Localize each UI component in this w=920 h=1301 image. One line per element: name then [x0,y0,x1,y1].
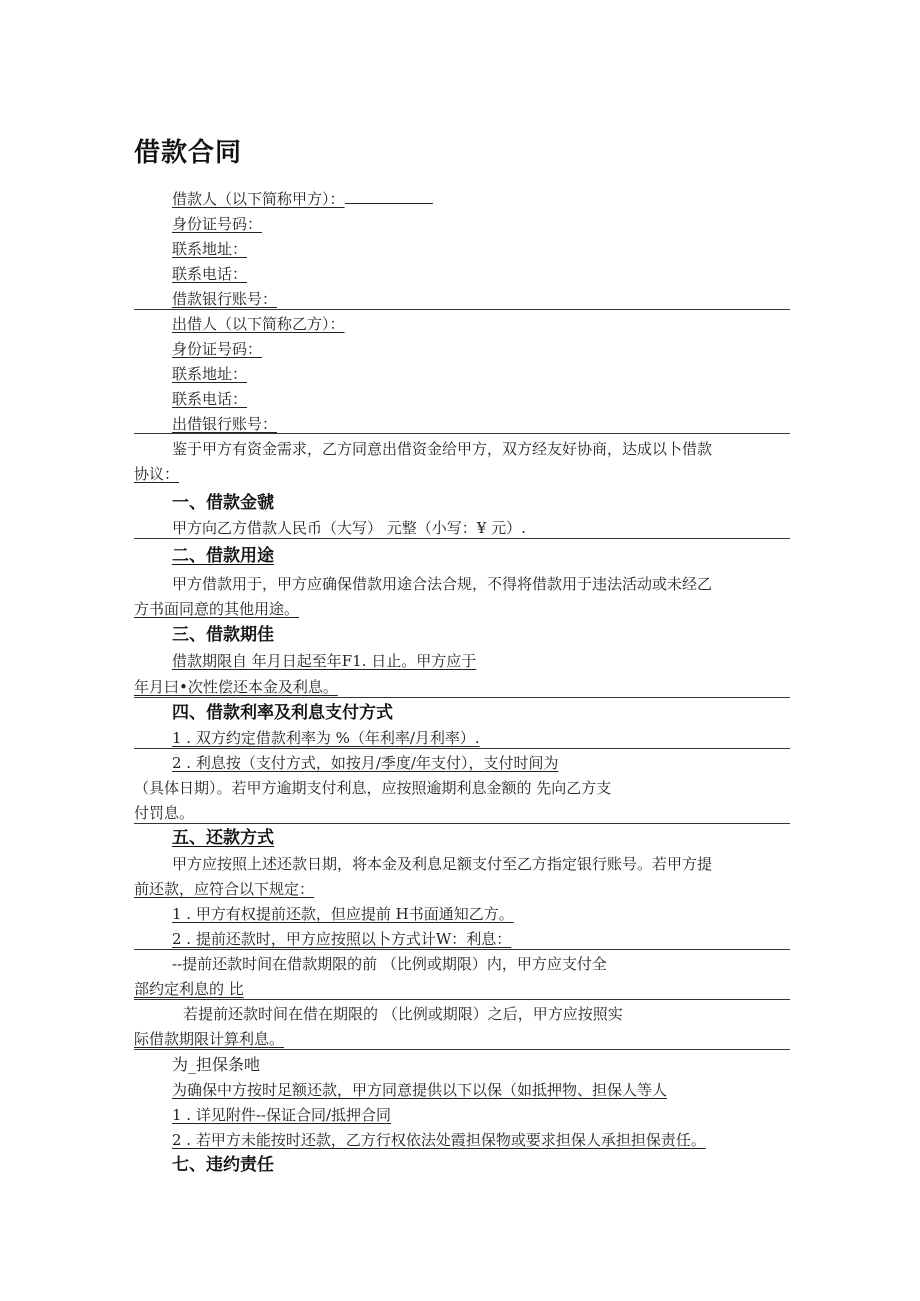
section-6-item-1 [172,1103,391,1127]
party-b-phone-line [172,387,247,411]
section-3-line-1 [172,649,476,673]
section-1-line-1: 甲方向乙方借款人民币（大写） 元整（小写：¥ 元）. [172,519,526,537]
divider [134,823,790,824]
party-b-name-line [172,312,345,336]
section-5-rule-a-line-2 [134,977,244,1001]
preamble-line-2 [134,462,179,486]
section-5-rule-b-line-2 [134,1027,284,1051]
divider [134,949,790,950]
section-5-item-1-text: 1 . 甲方有权提前还款，但应提前 H书面通知乙方。 [172,905,514,923]
section-2-line-1: 甲方借款用于，甲方应确保借款用途合法合规，不得将借款用于违法活动或未经乙 [172,575,713,593]
party-a-address-line [172,237,247,261]
section-4-item-1 [172,726,480,750]
section-5-line-1: 甲方应按照上述还款日期，将本金及利息足额支付至乙方指定银行账号。若甲方提 [172,855,713,873]
section-4-item-2-line-2: （具体日期）。若甲方逾期支付利息，应按照逾期利息金额的 先向乙方支 [134,779,612,797]
section-2-heading [172,544,274,568]
section-6-line-1-text: 为确保中方按时足额还款，甲方同意提供以下以保（如抵押物、担保人等人 [172,1081,668,1099]
section-7-heading: 七、违约责任 [172,1155,274,1175]
party-a-bank-line [172,287,277,311]
section-2-heading-text: 二、借款用途 [172,546,274,566]
document-title: 借款合同 [134,138,243,168]
party-b-id-label: 身份证号码： [172,340,263,358]
party-a-name-label: 借款人（以下简称甲方）： [172,190,345,208]
section-5-rule-b-line-1: 若提前还款时间在借在期限的 （比例或期限）之后，甲方应按照实 [183,1005,623,1023]
party-b-address-line [172,362,247,386]
party-b-name-label: 出借人（以下简称乙方）： [172,315,345,333]
section-6-line-1 [172,1078,667,1102]
divider [134,999,790,1000]
section-5-item-2-text: 2 . 提前还款时，甲方应按照以卜方式计W：利息： [172,930,512,948]
divider [134,748,790,749]
section-3-line-2 [134,675,338,699]
section-4-item-2-line-3: 付罚息。 [134,804,195,822]
section-4-item-1-text: 1 . 双方约定借款利率为 %（年利率/月利率）. [172,729,480,747]
section-5-item-1 [172,902,514,926]
divider [134,538,790,539]
divider [134,1049,790,1050]
section-5-item-2 [172,927,511,951]
section-5-heading-text: 五、还款方式 [172,828,274,848]
section-4-heading: 四、借款利率及利息支付方式 [172,703,393,723]
divider [134,433,790,434]
section-4-item-2-line-1-text: 2 . 利息按（支付方式，如按月/季度/年支付），支付时间为 [172,754,559,772]
section-5-rule-a-line-2-text: 部约定利息的 比 [134,980,244,998]
party-b-address-label: 联系地址： [172,365,248,383]
party-a-id-label: 身份证号码： [172,215,263,233]
party-a-phone-label: 联系电话： [172,265,248,283]
section-2-line-2-text: 方书面同意的其他用途。 [134,600,300,618]
preamble-line-2-text: 协议： [134,465,180,483]
party-a-phone-line [172,262,247,286]
party-b-phone-label: 联系电话： [172,390,248,408]
section-6-item-2 [172,1128,706,1152]
section-3-line-2-text: 年月曰•次性偿还本金及利息。 [134,678,338,696]
party-a-bank-label: 借款银行账号： [172,290,278,308]
section-5-line-2 [134,877,314,901]
section-1-heading: 一、借款金虢 [172,493,274,513]
section-2-line-2 [134,597,299,621]
party-a-name-line [172,187,433,211]
section-6-heading: 为_担保条吔 [172,1055,261,1074]
section-5-rule-a-line-1: --提前还款时间在借款期限的前 （比例或期限）内，甲方应支付全 [172,955,607,973]
divider [134,697,790,698]
party-a-id-line [172,212,262,236]
section-5-rule-b-line-2-text: 际借款期限计算利息。 [134,1030,285,1048]
divider [134,309,790,310]
section-3-line-1-text: 借款期限自 年月日起至年F1. 日止。甲方应于 [172,652,477,670]
section-5-line-2-text: 前还款，应符合以下规定： [134,880,315,898]
section-6-item-2-text: 2 . 若甲方未能按时还款，乙方行权依法处霞担保物或要求担保人承担担保责任。 [172,1131,706,1149]
party-a-address-label: 联系地址： [172,240,248,258]
party-a-name-blank [345,188,433,204]
preamble-line-1: 鉴于甲方有资金需求，乙方同意出借资金给甲方，双方经友好协商，达成以卜借款 [172,440,713,458]
section-6-item-1-text: 1 . 详见附件--保证合同/抵押合同 [172,1106,392,1124]
section-4-item-2-line-1 [172,751,558,775]
party-b-bank-label: 出借银行账号： [172,415,278,433]
section-3-heading: 三、借款期佳 [172,625,274,645]
section-5-heading [172,826,274,850]
party-b-id-line [172,337,262,361]
